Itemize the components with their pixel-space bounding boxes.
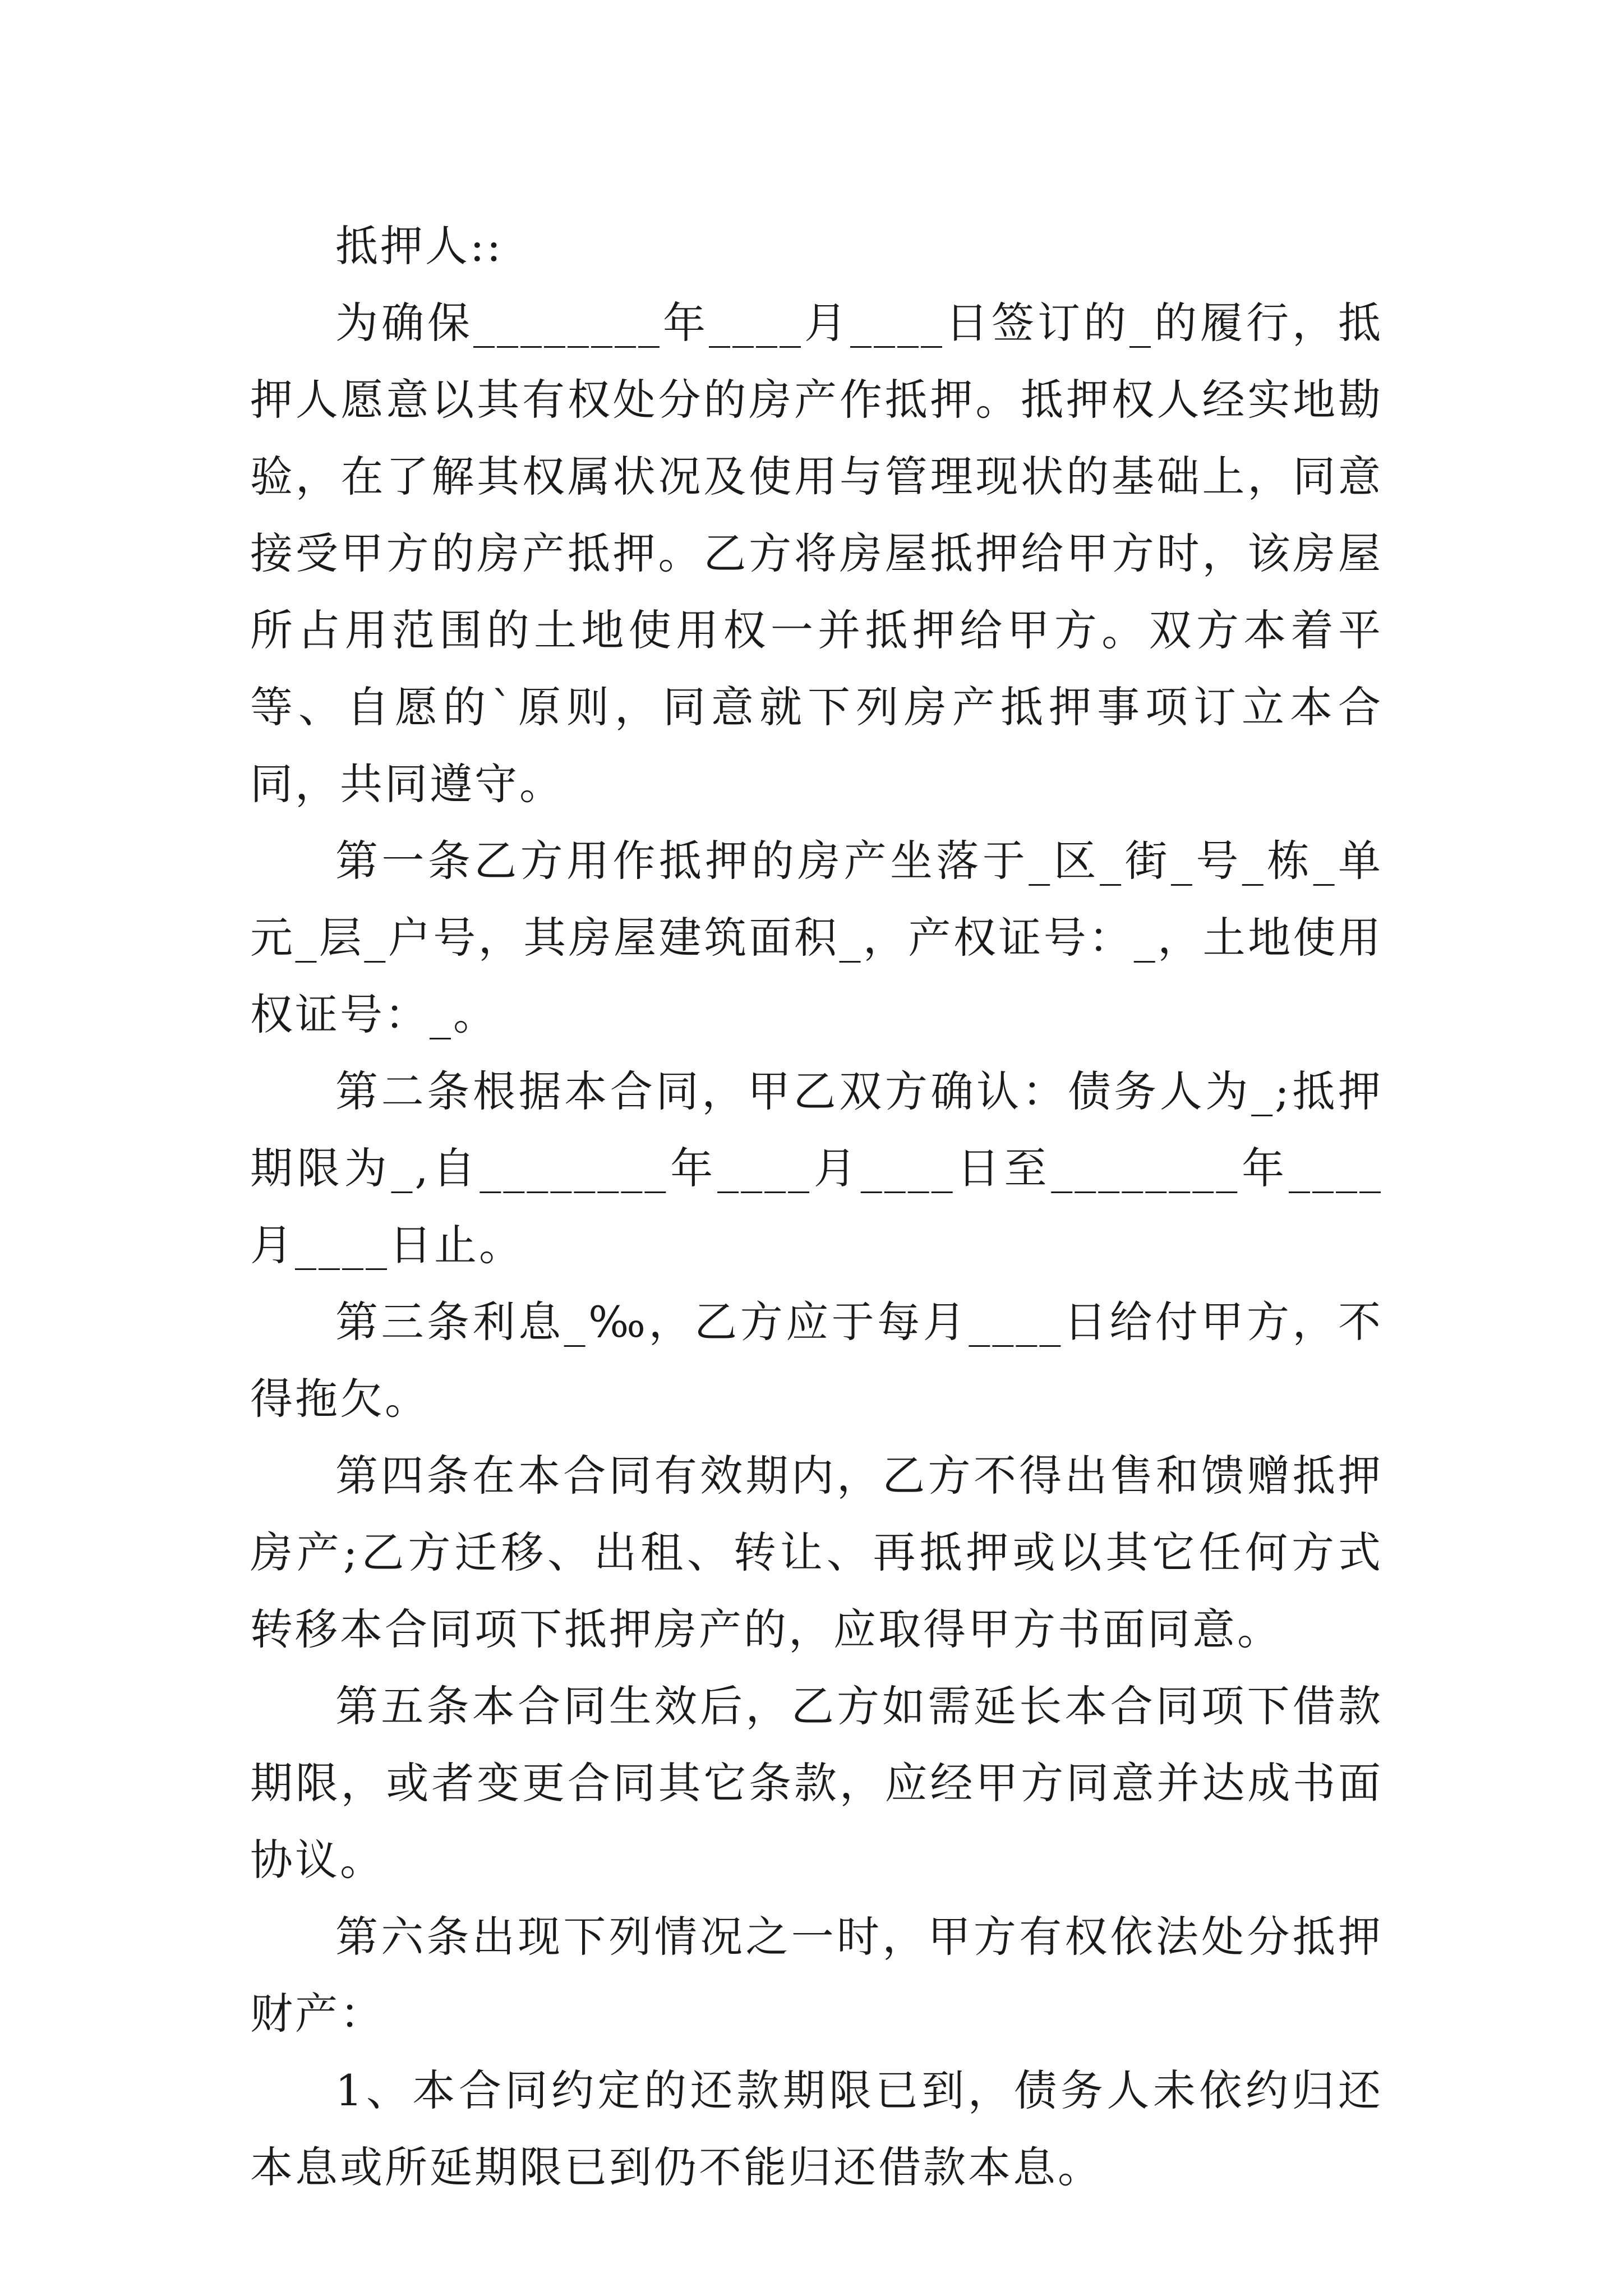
article-5-paragraph: 第五条本合同生效后，乙方如需延长本合同项下借款期限，或者变更合同其它条款，应经甲方同意并达成书面协议。 xyxy=(250,1681,1383,1885)
article-1-paragraph: 第一条乙方用作抵押的房产坐落于_区_街_号_栋_单元_层_户号，其房屋建筑面积_，产权证号：_，土地使用权证号：_。 xyxy=(250,836,1383,1039)
article-6-paragraph: 第六条出现下列情况之一时，甲方有权依法处分抵押财产： xyxy=(250,1912,1383,2039)
article-2-paragraph: 第二条根据本合同，甲乙双方确认：债务人为_;抵押期限为_,自________年____月____日至________年____月____日止。 xyxy=(250,1066,1383,1270)
article-3-paragraph: 第三条利息_‰，乙方应于每月____日给付甲方，不得拖欠。 xyxy=(250,1297,1383,1424)
article-4-paragraph: 第四条在本合同有效期内，乙方不得出售和馈赠抵押房产;乙方迁移、出租、转让、再抵押或以其它任何方式转移本合同项下抵押房产的，应取得甲方书面同意。 xyxy=(250,1451,1383,1654)
preamble-paragraph: 为确保________年____月____日签订的_的履行，抵押人愿意以其有权处分的房产作抵押。抵押权人经实地勘验，在了解其权属状况及使用与管理现状的基础上，同意接受甲方的房产抵押。乙方将房屋抵押给甲方时，该房屋所占用范围的土地使用权一并抵押给甲方。双方本着平等、自愿的`原则，同意就下列房产抵押事项订立本合同，共同遵守。 xyxy=(250,298,1383,809)
mortgagor-line: 抵押人:: xyxy=(335,221,504,271)
contract-page xyxy=(250,208,1383,2206)
article-6-item-1: 1、本合同约定的还款期限已到，债务人未依约归还本息或所延期限已到仍不能归还借款本息。 xyxy=(250,2065,1383,2192)
